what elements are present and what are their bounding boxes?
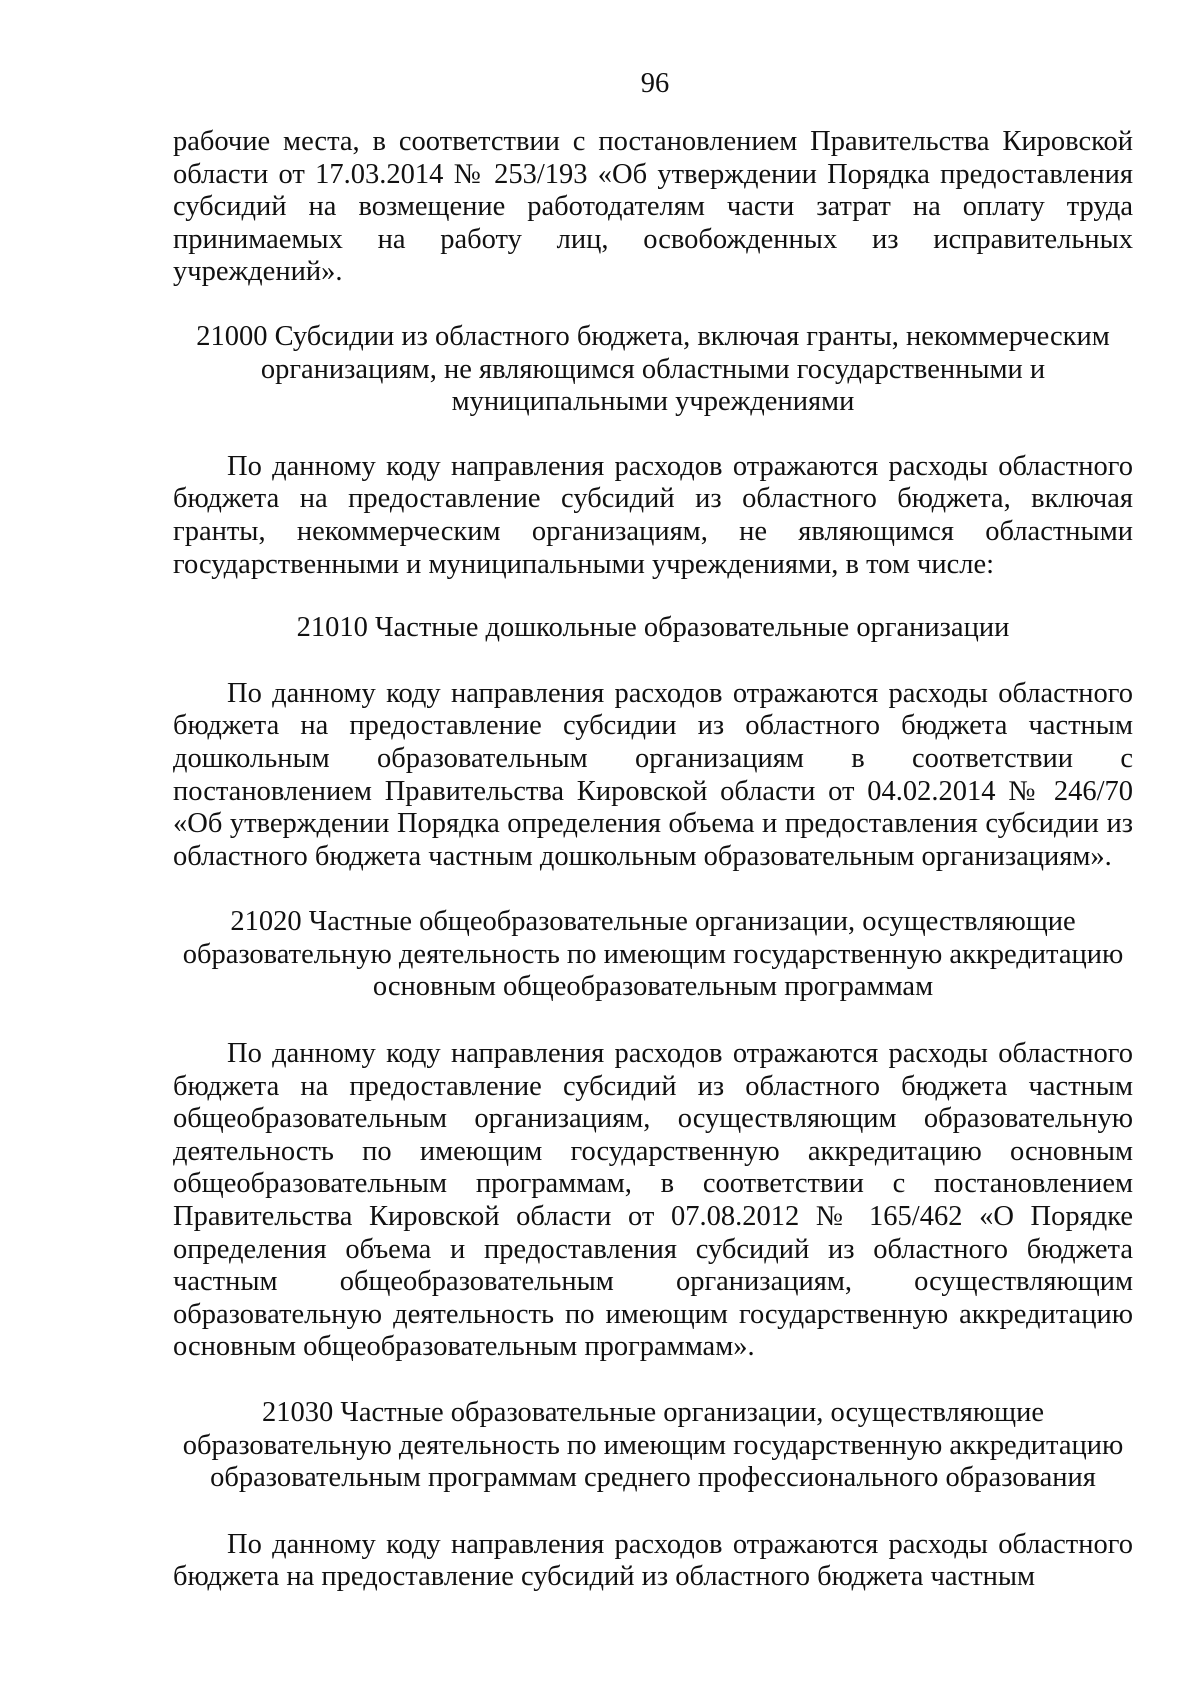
paragraph-21030: По данному коду направления расходов отражаются расходы областного бюджета на предоставление субсидий из областного бюджета частным: [173, 1528, 1133, 1593]
paragraph-21020: По данному коду направления расходов отражаются расходы областного бюджета на предоставление субсидий из областного бюджета частным общеобразовательным организациям, осуществляющим образовательную деятельность по имеющим государственную аккредитацию основным общеобразовательным программам, в соответствии с постановлением Правительства Кировской области от 07.08.2012 № 165/462 «О Порядке определения объема и предоставления субсидий из областного бюджета частным общеобразовательным организациям, осуществляющим образовательную деятельность по имеющим государственную аккредитацию основным общеобразовательным программам».: [173, 1038, 1133, 1363]
paragraph-continuation: рабочие места, в соответствии с постановлением Правительства Кировской области от 17.03.2014 № 253/193 «Об утверждении Порядка предоставления субсидий на возмещение работодателям части затрат на оплату труда принимаемых на работу лиц, освобожденных из исправительных учреждений».: [173, 126, 1133, 288]
heading-21000: 21000 Субсидии из областного бюджета, включая гранты, некоммерческим организациям, не являющимся областными государственными и муниципальными учреждениями: [196, 320, 1110, 418]
heading-21010: 21010 Частные дошкольные образовательные организации: [296, 612, 1010, 644]
heading-21020: 21020 Частные общеобразовательные организации, осуществляющие образовательную деятельность по имеющим государственную аккредитацию основным общеобразовательным программам: [182, 906, 1124, 1003]
paragraph-21000: По данному коду направления расходов отражаются расходы областного бюджета на предоставление субсидий из областного бюджета, включая гранты, некоммерческим организациям, не являющимся областными государственными и муниципальными учреждениями, в том числе:: [173, 450, 1133, 580]
document-body: [173, 126, 1133, 1594]
heading-21030: 21030 Частные образовательные организации, осуществляющие образовательную деятельность по имеющим государственную аккредитацию образовательным программам среднего профессионального образования: [182, 1397, 1124, 1494]
paragraph-21010: По данному коду направления расходов отражаются расходы областного бюджета на предоставление субсидии из областного бюджета частным дошкольным образовательным организациям в соответствии с постановлением Правительства Кировской области от 04.02.2014 № 246/70 «Об утверждении Порядка определения объема и предоставления субсидии из областного бюджета частным дошкольным образовательным организациям».: [173, 677, 1133, 872]
page-number: 96: [640, 68, 670, 99]
